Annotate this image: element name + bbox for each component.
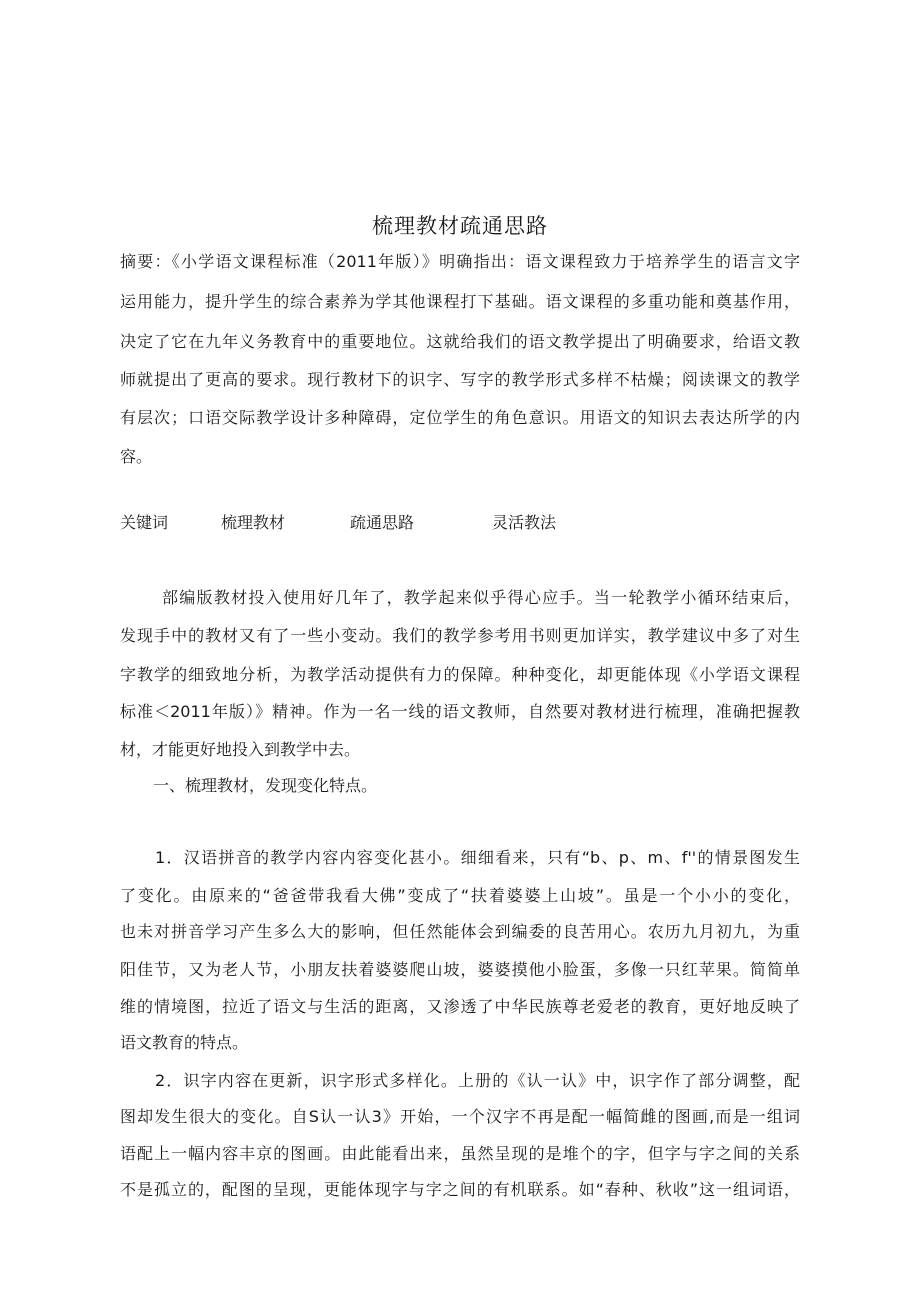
para1-line: 语文教育的特点。 (120, 1033, 249, 1052)
abstract-line: 决定了它在九年义务教育中的重要地位。这就给我们的语文教学提出了明确要求，给语文教 (120, 332, 800, 351)
para1-line: 维的情境图，拉近了语文与生活的距离，又渗透了中华民族尊老爱老的教育，更好地反映了 (120, 997, 800, 1016)
abstract-line: 摘要：《小学语文课程标准（2011年版）》明确指出：语文课程致力于培养学生的语言文字 (120, 252, 800, 271)
para2-line: 语配上一幅内容丰京的图画。由此能看出来，虽然呈现的是堆个的字，但字与字之间的关系 (120, 1144, 800, 1163)
para2-line: 不是孤立的，配图的呈现，更能体现字与字之间的有机联系。如“春种、秋收”这一组词语， (120, 1180, 800, 1199)
document-title: 梳理教材疏通思路 (372, 214, 548, 238)
para1-line: 1．汉语拼音的教学内容内容变化甚小。细细看来，只有“b、p、m、f''的情景图发生 (155, 848, 800, 867)
para2-line: 2．识字内容在更新，识字形式多样化。上册的《认一认》中，识字作了部分调整，配 (155, 1071, 800, 1090)
abstract-line: 有层次；口语交际教学设计多种障碍，定位学生的角色意识。用语文的知识去表达所学的内 (120, 408, 800, 427)
section-heading: 一、梳理教材，发现变化特点。 (153, 776, 378, 795)
intro-line: 部编版教材投入使用好几年了，教学起来似乎得心应手。当一轮教学小循环结束后， (162, 588, 800, 607)
intro-line: 材，才能更好地投入到教学中去。 (120, 740, 361, 759)
abstract-line: 运用能力，提升学生的综合素养为学其他课程打下基础。语文课程的多重功能和奠基作用， (120, 292, 800, 311)
para2-line: 图却发生很大的变化。自S认一认3》开始，一个汉字不再是配一幅简雌的图画,而是一组词 (120, 1107, 800, 1126)
abstract-line: 容。 (120, 447, 153, 466)
keywords-label: 关键词 (120, 513, 169, 532)
para1-line: 阳佳节，又为老人节，小朋友扶着婆婆爬山坡，婆婆摸他小脸蛋，多像一只红苹果。简简单 (120, 960, 800, 979)
intro-line: 标准＜2011年版）》精神。作为一名一线的语文教师，自然要对教材进行梳理，准确把握教 (120, 702, 800, 721)
keyword-item: 灵活教法 (492, 513, 557, 532)
intro-line: 发现手中的教材又有了一些小变动。我们的教学参考用书则更加详实，教学建议中多了对生 (120, 626, 800, 645)
abstract-line: 师就提出了更高的要求。现行教材下的识字、写字的教学形式多样不枯燥；阅读课文的教学 (120, 370, 800, 389)
keyword-item: 疏通思路 (350, 513, 415, 532)
para1-line: 了变化。由原来的“爸爸带我看大佛”变成了“扶着婆婆上山坡”。虽是一个小小的变化， (120, 886, 800, 905)
para1-line: 也未对拼音学习产生多么大的影响，但任然能体会到编委的良苦用心。农历九月初九，为重 (120, 922, 800, 941)
intro-line: 字教学的细致地分析，为教学活动提供有力的保障。种种变化，却更能体现《小学语文课程 (120, 665, 800, 684)
keyword-item: 梳理教材 (221, 513, 286, 532)
